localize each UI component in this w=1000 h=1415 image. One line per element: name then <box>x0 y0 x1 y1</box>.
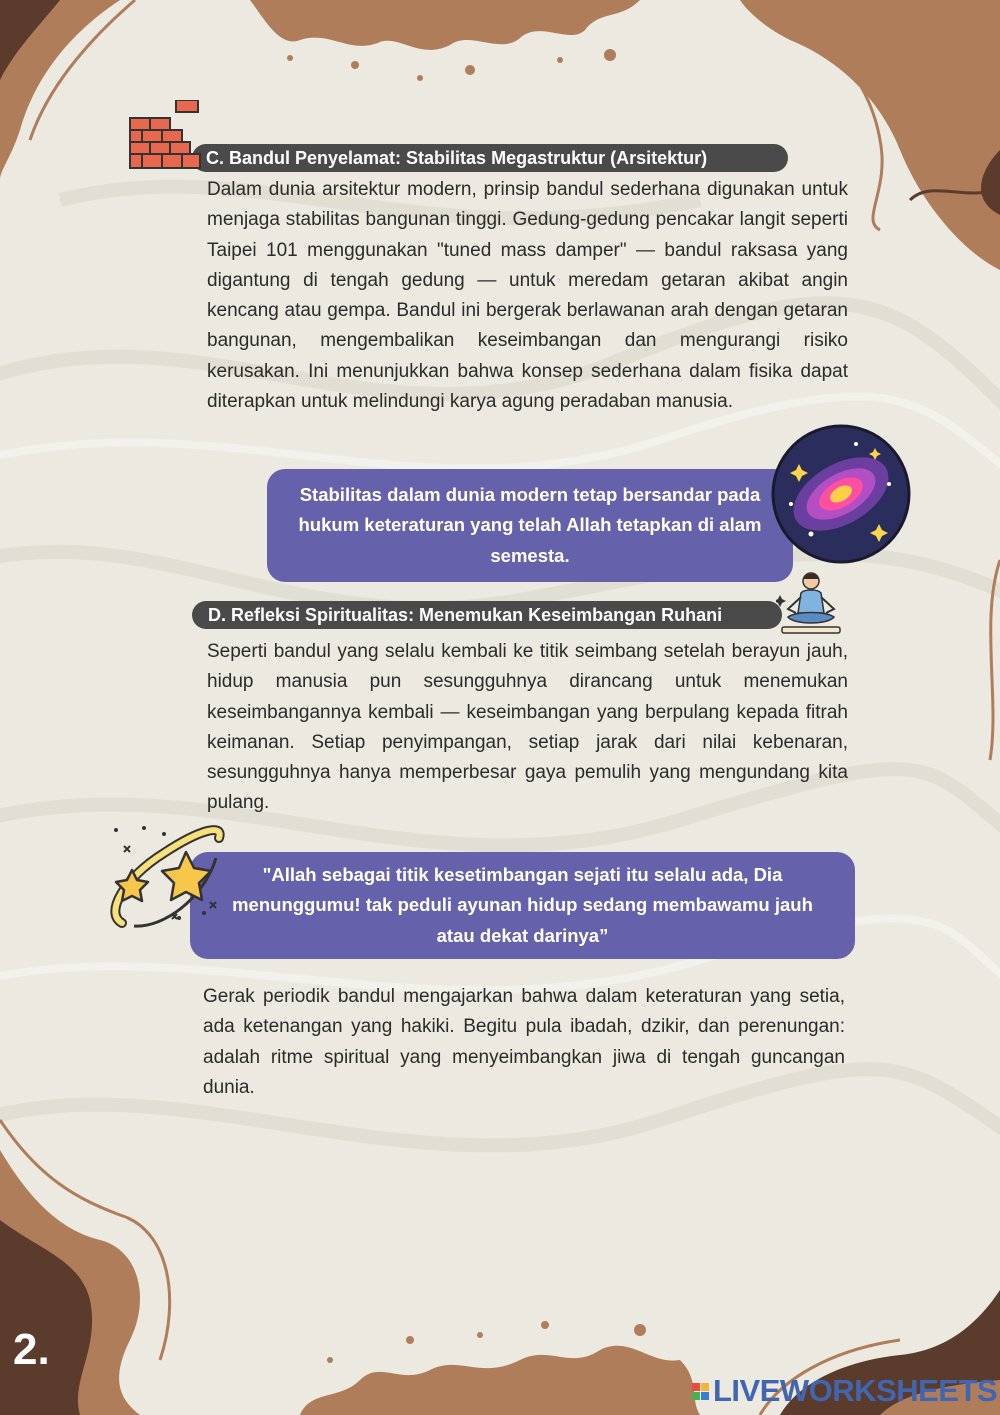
section-d-title: D. Refleksi Spiritualitas: Menemukan Keseimbangan Ruhani <box>208 605 723 625</box>
galaxy-icon <box>771 424 911 564</box>
page-number: 2. <box>13 1325 50 1374</box>
closing-paragraph: Gerak periodik bandul mengajarkan bahwa dalam keteraturan yang setia, ada ketenangan yang hakiki. Begitu pula ibadah, dzikir, dan perenungan: adalah ritme spiritual yang menyeimbangkan jiwa di tengah guncangan dunia. <box>203 986 845 1098</box>
section-d-paragraph: Seperti bandul yang selalu kembali ke titik seimbang setelah berayun jauh, hidup manusia pun sesungguhnya dirancang untuk menemukan keseimbangannya kembali — keseimbangan yang berpulang kepada fitrah keimanan. Setiap penyimpangan, setiap jarak dari nilai kebenaran, sesungguhnya hanya memperbesar gaya pemulih yang mengundang kita pulang. <box>207 641 848 814</box>
section-c-title: C. Bandul Penyelamat: Stabilitas Megastruktur (Arsitektur) <box>206 148 708 168</box>
liveworksheets-logo[interactable] <box>692 1374 997 1408</box>
section-c-paragraph: Dalam dunia arsitektur modern, prinsip bandul sederhana digunakan untuk menjaga stabilitas bangunan tinggi. Gedung-gedung pencakar langit seperti Taipei 101 menggunakan "tuned mass damper" — bandul raksasa yang digantung di tengah gedung — untuk meredam getaran akibat angin kencang atau gempa. Bandul ini bergerak berlawanan arah dengan getaran bangunan, mengembalikan keseimbangan dan mengurangi risiko kerusakan. Ini menunjukkan bahwa konsep sederhana dalam fisika dapat diterapkan untuk melindungi karya agung peradaban manusia. <box>207 179 848 413</box>
section-c-header <box>192 144 788 172</box>
logo-grid-icon <box>692 1383 709 1400</box>
meditation-icon <box>776 569 846 635</box>
quote-stability-text: Stabilitas dalam dunia modern tetap bersandar pada hukum keteraturan yang telah Allah tetapkan di alam semesta. <box>298 483 762 566</box>
quote-box-stability <box>267 469 793 582</box>
section-d-header <box>192 601 782 629</box>
quote-allah-text: "Allah sebagai titik kesetimbangan sejati itu selalu ada, Dia menunggumu! tak peduli ayunan hidup sedang membawamu jauh atau dekat darinya” <box>232 863 813 946</box>
shooting-stars-icon <box>104 818 226 936</box>
brick-wall-icon <box>128 100 202 174</box>
quote-box-allah <box>190 852 855 959</box>
brand-text: LIVEWORKSHEETS <box>713 1373 998 1408</box>
